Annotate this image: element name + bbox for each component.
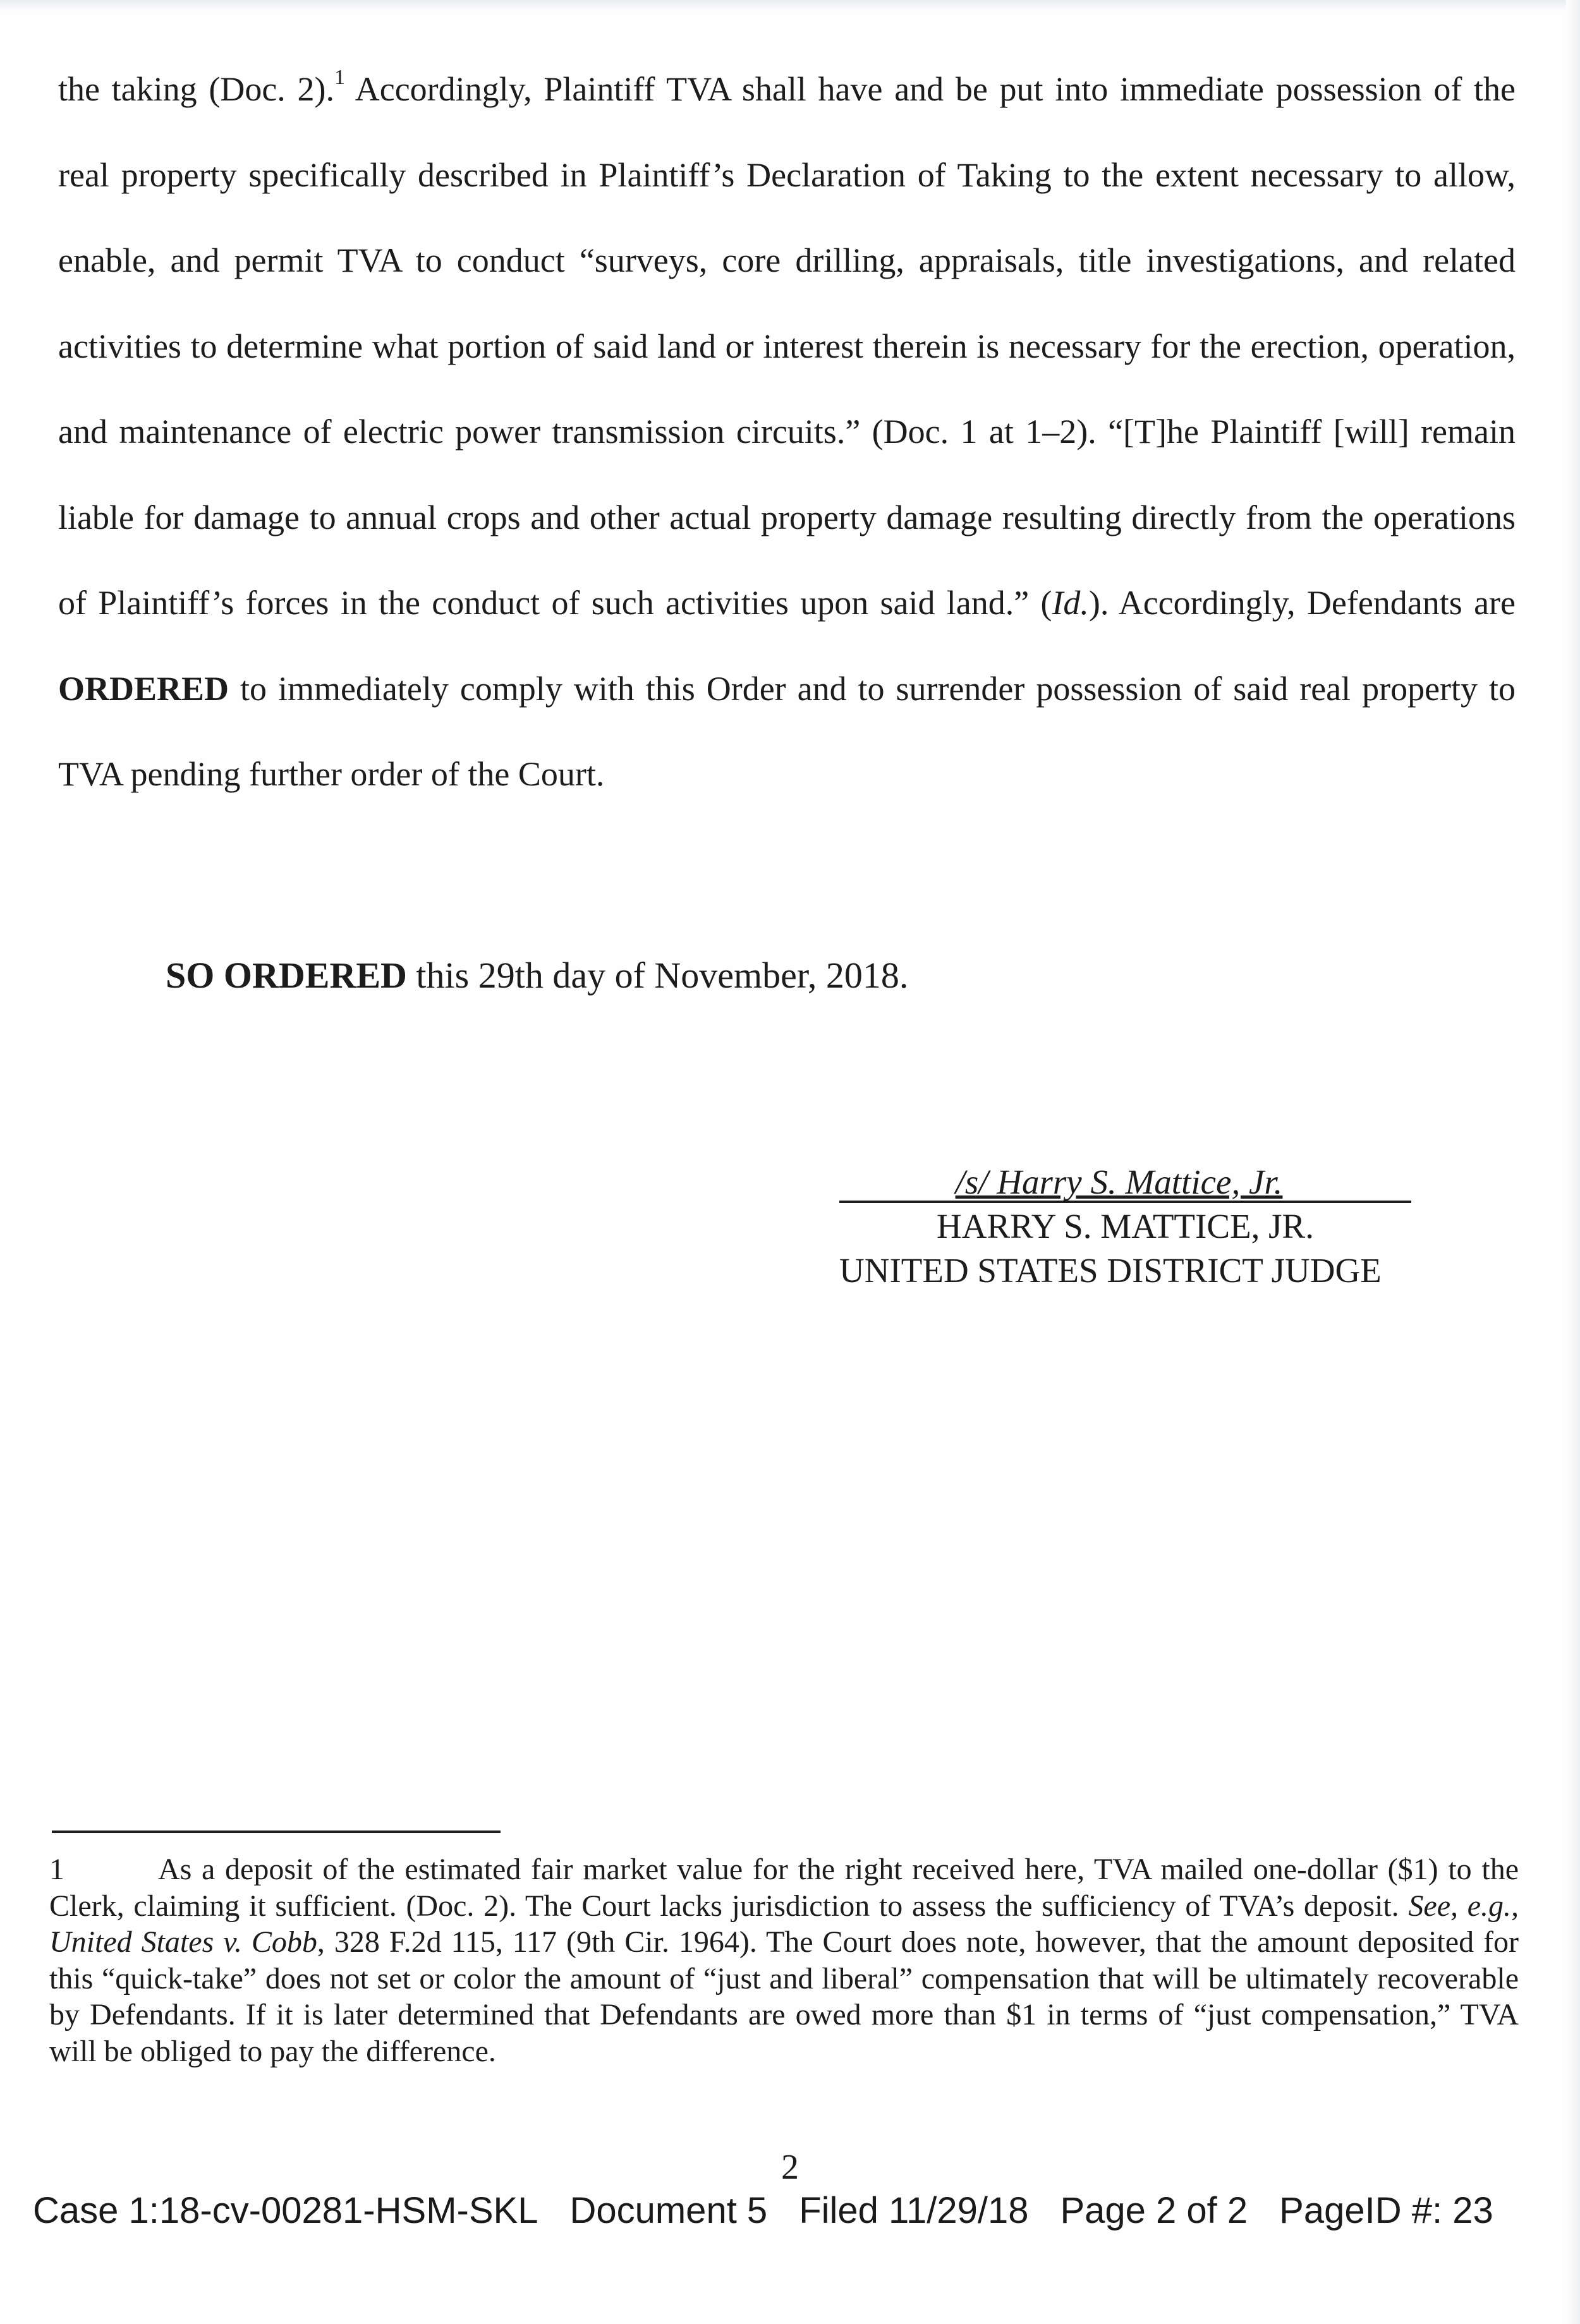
signature-block <box>839 1161 1433 1293</box>
body-text-main: Accordingly, Plaintiff TVA shall have and be put into immediate possession of the real property specifically described in Plaintiff’s Declaration of Taking to the extent necessary to allow, enable, and permit TVA to conduct “surveys, core drilling, appraisals, title investigations, and related activities to determine what portion of said land or interest therein is necessary for the erection, operation, and maintenance of electric power transmission circuits.” (Doc. 1 at 1–2). “[T]he Plaintiff [will] remain liable for damage to annual crops and other actual property damage resulting directly from the operations of Plaintiff’s forces in the conduct of such activities upon said land.” ( <box>58 70 1516 622</box>
page-edge-right <box>1566 0 1580 2324</box>
case-number: Case 1:18-cv-00281-HSM-SKL <box>33 2190 538 2231</box>
page-number: 2 <box>781 2148 799 2187</box>
so-ordered-label: SO ORDERED <box>166 955 407 996</box>
order-date: this 29th day of November, 2018. <box>406 955 909 996</box>
footnote <box>49 1851 1519 2069</box>
ordered-emphasis: ORDERED <box>58 669 229 708</box>
page-edge-top <box>0 0 1580 11</box>
page-count: Page 2 of 2 <box>1060 2190 1248 2231</box>
case-filing-header <box>33 2189 1550 2232</box>
footnote-citation: See, e.g., United States v. Cobb <box>49 1889 1519 1959</box>
body-text-mid: ). Accordingly, Defendants are <box>1088 584 1516 622</box>
document-number: Document 5 <box>569 2190 768 2231</box>
body-text-end: to immediately comply with this Order and to surrender possession of said real property to TVA pending further order of the Court. <box>58 669 1516 793</box>
filed-date: Filed 11/29/18 <box>799 2190 1029 2231</box>
page-id: PageID #: 23 <box>1279 2190 1493 2231</box>
judge-title: UNITED STATES DISTRICT JUDGE <box>839 1251 1382 1290</box>
signature-line <box>839 1161 1411 1203</box>
id-citation: Id. <box>1052 584 1089 622</box>
footnote-text-start: As a deposit of the estimated fair market value for the right received here, TVA mailed one-dollar ($1) to the Clerk, claiming it sufficient. (Doc. 2). The Court lacks jurisdiction to assess the sufficiency of TVA’s deposit. <box>49 1853 1519 1923</box>
judge-name: HARRY S. MATTICE, JR. <box>937 1207 1314 1245</box>
body-text-start: the taking (Doc. 2). <box>58 70 335 108</box>
order-body-paragraph <box>58 47 1516 818</box>
order-paragraph <box>58 47 1516 818</box>
footnote-reference[interactable]: 1 <box>334 66 346 89</box>
so-ordered-line <box>166 954 908 996</box>
footnote-text-end: , 328 F.2d 115, 117 (9th Cir. 1964). The Court does note, however, that the amount deposited for this “quick-take” does not set or color the amount of “just and liberal” compensation that will be ultimately recoverable by Defendants. If it is later determined that Defendants are owed more than $1 in terms of “just compensation,” TVA will be obliged to pay the difference. <box>49 1925 1519 2068</box>
footnote-divider <box>52 1831 501 1833</box>
footnote-number: 1 <box>49 1853 64 1886</box>
electronic-signature: /s/ Harry S. Mattice, Jr. <box>955 1163 1283 1201</box>
